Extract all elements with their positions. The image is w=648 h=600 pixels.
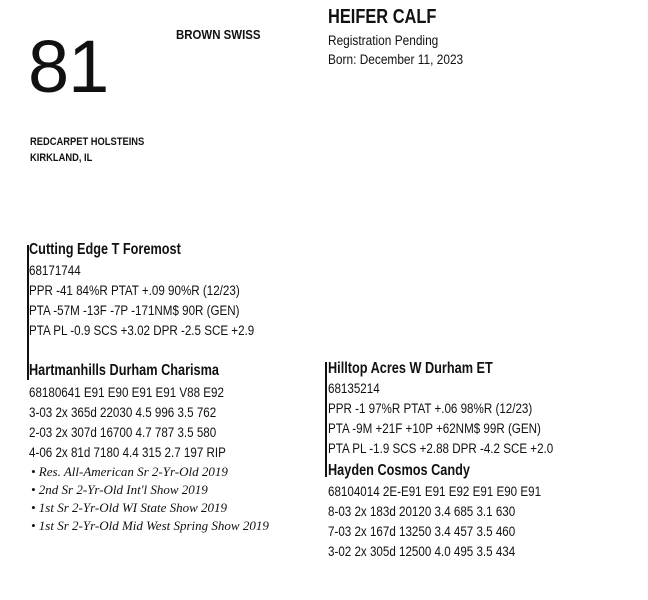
maternal-granddam-name: Hayden Cosmos Candy — [328, 462, 470, 479]
dam-record-1: 3-03 2x 365d 22030 4.5 996 3.5 762 — [29, 405, 217, 420]
maternal-grandsire-name: Hilltop Acres W Durham ET — [328, 360, 493, 377]
sire-name: Cutting Edge T Foremost — [29, 241, 181, 258]
dam-record-3: 4-06 2x 81d 7180 4.4 315 2.7 197 RIP — [29, 445, 226, 460]
maternal-grandsire-registration: 68135214 — [328, 381, 380, 396]
consignor-location: KIRKLAND, IL — [30, 152, 93, 164]
sire-ppr: PPR -41 84%R PTAT +.09 90%R (12/23) — [29, 283, 240, 298]
lot-number: 81 — [28, 25, 109, 108]
maternal-granddam-record-1: 8-03 2x 183d 20120 3.4 685 3.1 630 — [328, 504, 516, 519]
dam-registration: 68180641 E91 E90 E91 E91 V88 E92 — [29, 385, 224, 400]
maternal-grandsire-pta-pl: PTA PL -1.9 SCS +2.88 DPR -4.2 SCE +2.0 — [328, 441, 554, 456]
maternal-granddam-record-3: 3-02 2x 305d 12500 4.0 495 3.5 434 — [328, 544, 516, 559]
dam-award-2: • 2nd Sr 2-Yr-Old Int'l Show 2019 — [31, 482, 208, 497]
registration-status: Registration Pending — [328, 33, 439, 48]
maternal-granddam-record-2: 7-03 2x 167d 13250 3.4 457 3.5 460 — [328, 524, 516, 539]
dam-record-2: 2-03 2x 307d 16700 4.7 787 3.5 580 — [29, 425, 217, 440]
dam-award-3: • 1st Sr 2-Yr-Old WI State Show 2019 — [31, 500, 228, 515]
dam-award-1: • Res. All-American Sr 2-Yr-Old 2019 — [31, 464, 228, 479]
sire-pta: PTA -57M -13F -7P -171NM$ 90R (GEN) — [29, 303, 240, 318]
consignor-name: REDCARPET HOLSTEINS — [30, 136, 145, 148]
dam-name: Hartmanhills Durham Charisma — [29, 362, 220, 379]
maternal-grandsire-ppr: PPR -1 97%R PTAT +.06 98%R (12/23) — [328, 401, 533, 416]
sire-pta-pl: PTA PL -0.9 SCS +3.02 DPR -2.5 SCE +2.9 — [29, 323, 255, 338]
maternal-granddam-registration: 68104014 2E-E91 E91 E92 E91 E90 E91 — [328, 484, 542, 499]
animal-title: HEIFER CALF — [328, 6, 437, 28]
breed-label: BROWN SWISS — [176, 27, 261, 42]
dam-connector-line — [325, 362, 327, 477]
dam-award-4: • 1st Sr 2-Yr-Old Mid West Spring Show 2019 — [31, 518, 269, 533]
birth-date: Born: December 11, 2023 — [328, 52, 464, 67]
maternal-grandsire-pta: PTA -9M +21F +10P +62NM$ 99R (GEN) — [328, 421, 541, 436]
sire-registration: 68171744 — [29, 263, 81, 278]
